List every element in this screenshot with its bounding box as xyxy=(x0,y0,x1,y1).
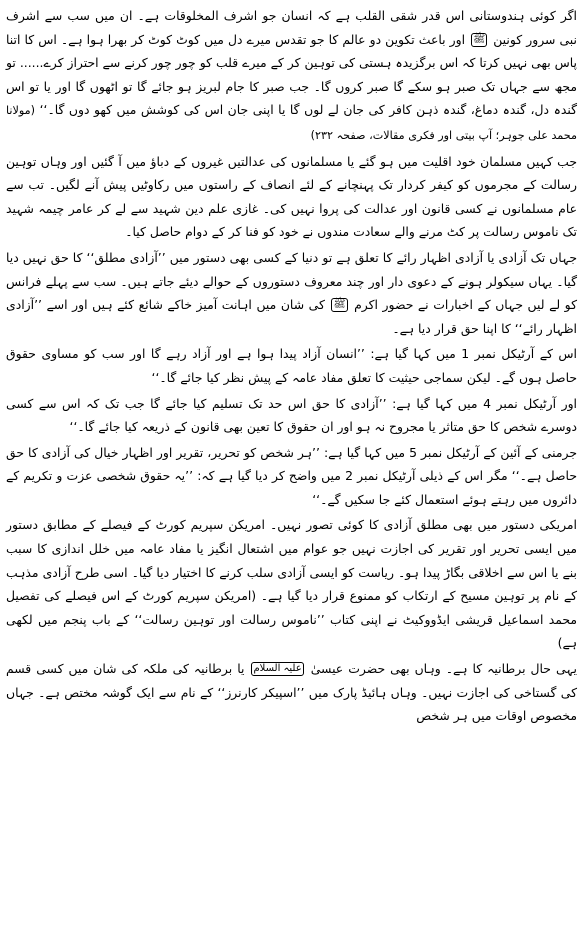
paragraph-britain xyxy=(6,657,577,728)
honorific-mark: ﷺ xyxy=(333,299,346,311)
britain-text-part-2: یا برطانیہ کی ملکہ کی شان میں کسی قسم کی گستاخی کی اجازت نہیں۔ وہاں ہائیڈ پارک میں ’’اسپیکر کارنرز‘‘ کے نام سے ایک گوشہ مختص ہے۔ جہاں مخصوص اوقات میں ہر شخص xyxy=(6,661,577,724)
freedom-text-part-2: کی شان میں اہانت آمیز خاکے شائع کئے ہیں اور اسے ’’آزادی اظہار رائے‘‘ کا اپنا حق قرار دیا ہے۔ xyxy=(6,297,577,336)
paragraph-article-4: اور آرٹیکل نمبر 4 میں کہا گیا ہے: ’’آزادی کا حق اس حد تک تسلیم کیا جائے گا جب تک کہ اس سے کسی دوسرے شخص کا حق متاثر یا مجروح نہ ہو اور ان حقوق کا تعین بھی قانون کے ذریعہ کیا جائے گا۔‘‘ xyxy=(6,395,577,435)
paragraph-article-1: اس کے آرٹیکل نمبر 1 میں کہا گیا ہے: ’’انسان آزاد پیدا ہوا ہے اور آزاد رہے گا اور سب کو مساوی حقوق حاصل ہوں گے۔ لیکن سماجی حیثیت کا تعلق مفاد عامہ کے پیش نظر کیا جائے گا۔‘‘ xyxy=(6,346,577,385)
quote-text-part-2: اور باعث تکوین دو عالم کا جو تقدس میرے دل میں کوٹ کوٹ کر بھرا ہوا ہے۔ اس کا اتنا پاس بھی نہیں کرتا کہ اس برگزیدہ ہستی کی توہین کر کے میرے قلب کو چور چور کرنے سے احتراز کرے...... تو مجھ سے جہاں تک صبر ہو سکے گا صبر کروں گا۔ جب صبر کا جام لبریز ہو جائے گا تو اٹھوں گا اور یا تو اس گندہ دل، گندہ دماغ، گندہ ذہن کافر کی جان لے لوں گا یا اپنی جان اس کی کوشش میں کھو دوں گا۔‘‘ xyxy=(6,31,577,118)
citation: (مولانا محمد علی جوہر؛ آپ بیتی اور فکری مقالات، صفحہ ۲۳۲) xyxy=(6,104,577,142)
honorific-mark: علیہ السلام xyxy=(253,663,302,675)
paragraph-quote-jauhar xyxy=(6,4,577,148)
britain-text-part-1: یہی حال برطانیہ کا ہے۔ وہاں بھی حضرت عیسیٰ xyxy=(310,661,577,677)
paragraph-minority-courts: جب کہیں مسلمان خود اقلیت میں ہو گئے یا مسلمانوں کی عدالتیں غیروں کے دباؤ میں آ گئیں اور وہاں توہین رسالت کے مجرموں کو کیفر کردار تک پہنچانے کے لئے انصاف کے راستوں میں رکاوٹیں پیش آنے لگیں۔ تب سے عام مسلمانوں نے کسی قانون اور عدالت کی پروا نہیں کی۔ غازی علم دین شہید سے لے کر عامر چیمہ شہید تک ناموس رسالت پر کٹ مرنے والے سعادت مندوں نے خود کو فنا کر کے دوام حاصل کیا۔ xyxy=(6,153,577,240)
freedom-text-part-1: جہاں تک آزادی یا آزادی اظہار رائے کا تعلق ہے تو دنیا کے کسی بھی دستور میں ’’آزادی مطلق‘‘ کا حق نہیں دیا گیا۔ یہاں سیکولر ہونے کے دعوی دار اور چند معروف دستوروں کے حوالے دیئے جاتے ہیں۔ سب سے پہلے فرانس کو لے لیں جہاں کے اخبارات نے حضور اکرم xyxy=(6,249,577,313)
paragraph-germany: جرمنی کے آئین کے آرٹیکل نمبر 5 میں کہا گیا ہے: ’’ہر شخص کو تحریر، تقریر اور اظہار خیال کی آزادی کا حق حاصل ہے۔‘‘ مگر اس کے ذیلی آرٹیکل نمبر 2 میں واضح کر دیا گیا ہے کہ: ’’یہ حقوق شخصی عزت و تکریم کے دائروں میں رہتے ہوئے استعمال کئے جا سکیں گے۔‘‘ xyxy=(6,444,577,507)
quote-text-part-1: اگر کوئی ہندوستانی اس قدر شقی القلب ہے کہ انسان جو اشرف المخلوقات ہے۔ ان میں سب سے اشرف نبی سرور کونین xyxy=(6,8,577,47)
paragraph-usa: امریکی دستور میں بھی مطلق آزادی کا کوئی تصور نہیں۔ امریکن سپریم کورٹ کے فیصلے کے مطابق دستور میں ایسی تحریر اور تقریر کی اجازت نہیں جو عوام میں اشتعال انگیز یا مفاد عامہ میں خلل اندازی کا سبب بنے یا اس سے اخلاقی بگاڑ پیدا ہو۔ ریاست کو ایسی آزادی سلب کرنے کا اختیار دیا گیا۔ اسی طرح آزادی مذہب کے نام پر توہین مسیح کے ارتکاب کو ممنوع قرار دیا گیا ہے۔ (امریکن سپریم کورٹ کے اس فیصلے کی تفصیل محمد اسماعیل قریشی ایڈووکیٹ نے اپنی کتاب ’’ناموس رسالت اور توہین رسالت‘‘ کے باب پنجم میں لکھی ہے) xyxy=(6,517,577,651)
paragraph-freedom-absolute xyxy=(6,246,577,340)
honorific-mark: ﷺ xyxy=(473,33,486,45)
